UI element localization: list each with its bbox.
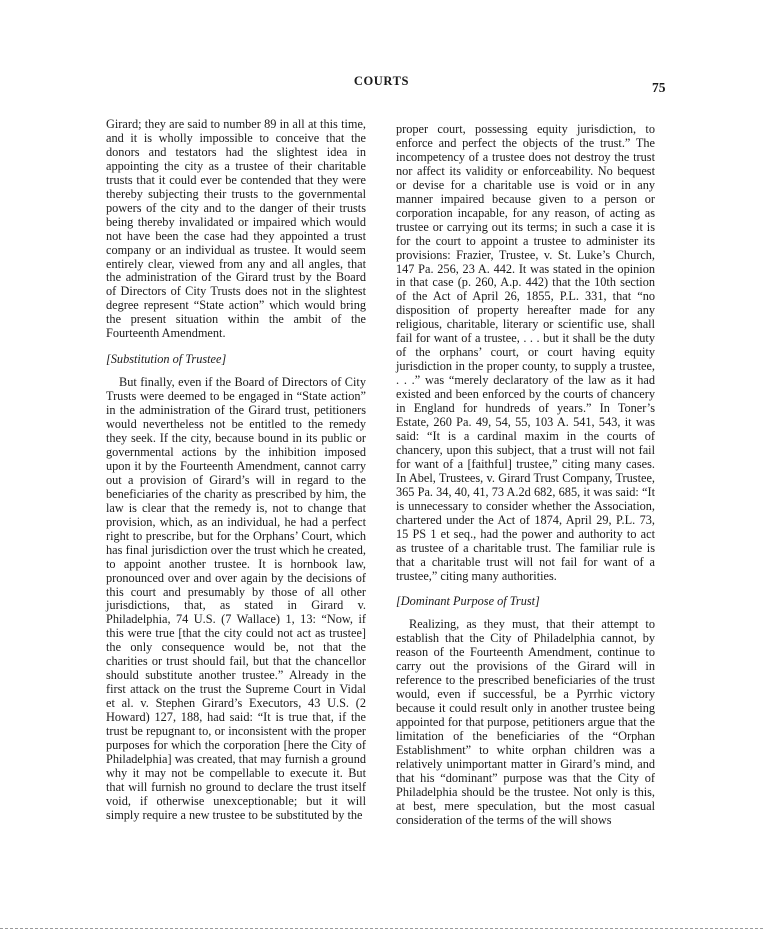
running-head-title: COURTS [353,74,410,88]
page-bottom-rule [0,928,763,929]
subheading-substitution-of-trustee: [Substitution of Trustee] [106,352,227,367]
left-paragraph-2: But finally, even if the Board of Directors of City Trusts were deemed to be engaged in “State action” in the administration of the Girard trust, petitioners would nevertheless not be entitled to the remedy they seek. If the city, because bound in its public or governmental actions by the inhibition imposed upon it by the Fourteenth Amendment, cannot carry out a provision of Girard’s will in regard to the beneficiaries of the charity as prescribed by him, the law is clear that the remedy is, not to change that provision, which, as an individual, he had a perfect right to prescribe, but for the Orphans’ Court, which has final jurisdiction over the trust which he created, to appoint another trustee. It is hornbook law, pronounced over and over again by the decisions of this court and presumably by those of all other jurisdictions, that, as stated in Girard v. Philadelphia, 74 U.S. (7 Wallace) 1, 13: “Now, if this were true [that the city could not act as trustee] the only consequence would be, not that the charities or trust should fail, but that the chancellor should substitute another trustee.” Already in the first attack on the trust the Supreme Court in Vidal et al. v. Stephen Girard’s Executors, 43 U.S. (2 Howard) 127, 188, had said: “It is true that, if the trust be repugnant to, or inconsistent with the proper purposes for which the corporation [here the City of Philadelphia] was created, that may furnish a ground why it may not be compellable to execute it. But that will furnish no ground to declare the trust itself void, if otherwise unexceptionable; but it will simply require a new trustee to be substituted by the [106,375,366,822]
right-paragraph-1: proper court, possessing equity jurisdiction, to enforce and perfect the objects of the trust.” The incompetency of a trustee does not destroy the trust nor affect its validity or enforceability. No bequest or devise for a charitable use is void or in any manner impaired because given to a person or corporation incapable, for any reason, of acting as trustee or carrying out its terms; in such a case it is for the court to appoint a trustee to administer its provisions: Frazier, Trustee, v. St. Luke’s Church, 147 Pa. 256, 23 A. 442. It was stated in the opinion in that case (p. 260, A.p. 442) that the 10th section of the Act of April 26, 1855, P.L. 331, that “no disposition of property hereafter made for any religious, charitable, literary or scientific use, shall fail for want of a trustee, . . . but it shall be the duty of the orphans’ court, or court having equity jurisdiction in the proper county, to supply a trustee, . . .” was “merely declaratory of the law as it had existed and been enforced by the courts of chancery in England for hundreds of years.” In Toner’s Estate, 260 Pa. 49, 54, 55, 103 A. 541, 543, it was said: “It is a cardinal maxim in the courts of chancery, upon this subject, that a trust will not fail for want of a [faithful] trustee,” citing many cases. In Abel, Trustees, v. Girard Trust Company, Trustee, 365 Pa. 34, 40, 41, 73 A.2d 682, 685, it was said: “It is unnecessary to consider whether the Association, chartered under the Act of 1874, April 29, P.L. 73, 15 PS 1 et seq., had the power and authority to act as trustee of a charitable trust. The familiar rule is that a charitable trust will not fail for want of a trustee,” citing many authorities. [396,122,655,583]
subheading-dominant-purpose-of-trust: [Dominant Purpose of Trust] [396,594,540,609]
left-paragraph-1: Girard; they are said to number 89 in all at this time, and it is wholly impossible to conceive that the donors and testators had the slightest idea in appointing the city as a trustee of their charitable trusts that it could ever be contended that they were thereby subjecting their trusts to the governmental powers of the city and to the danger of their trusts being thereby invalidated or impaired which would not have been the case had they appointed a trust company or an individual as trustee. It would seem entirely clear, viewed from any and all angles, that the administration of the Girard trust by the Board of Directors of City Trusts does not in the slightest degree represent “State action” which would bring the present situation within the ambit of the Fourteenth Amendment. [106,117,366,341]
right-column [396,123,655,828]
left-column [106,118,366,823]
page-number: 75 [652,80,666,95]
right-paragraph-2: Realizing, as they must, that their attempt to establish that the City of Philadelphia cannot, by reason of the Fourteenth Amendment, continue to carry out the provisions of the Girard will in reference to the prescribed beneficiaries of the trust would, even if successful, be a Pyrrhic victory because it could result only in another trustee being appointed for that purpose, petitioners argue that the limitation of the beneficiaries of the “Orphan Establishment” to white orphan children was a relatively unimportant matter in Girard’s mind, and that his “dominant” purpose was that the City of Philadelphia should be the trustee. Not only is this, at best, mere speculation, but the most casual consideration of the terms of the will shows [396,617,655,827]
